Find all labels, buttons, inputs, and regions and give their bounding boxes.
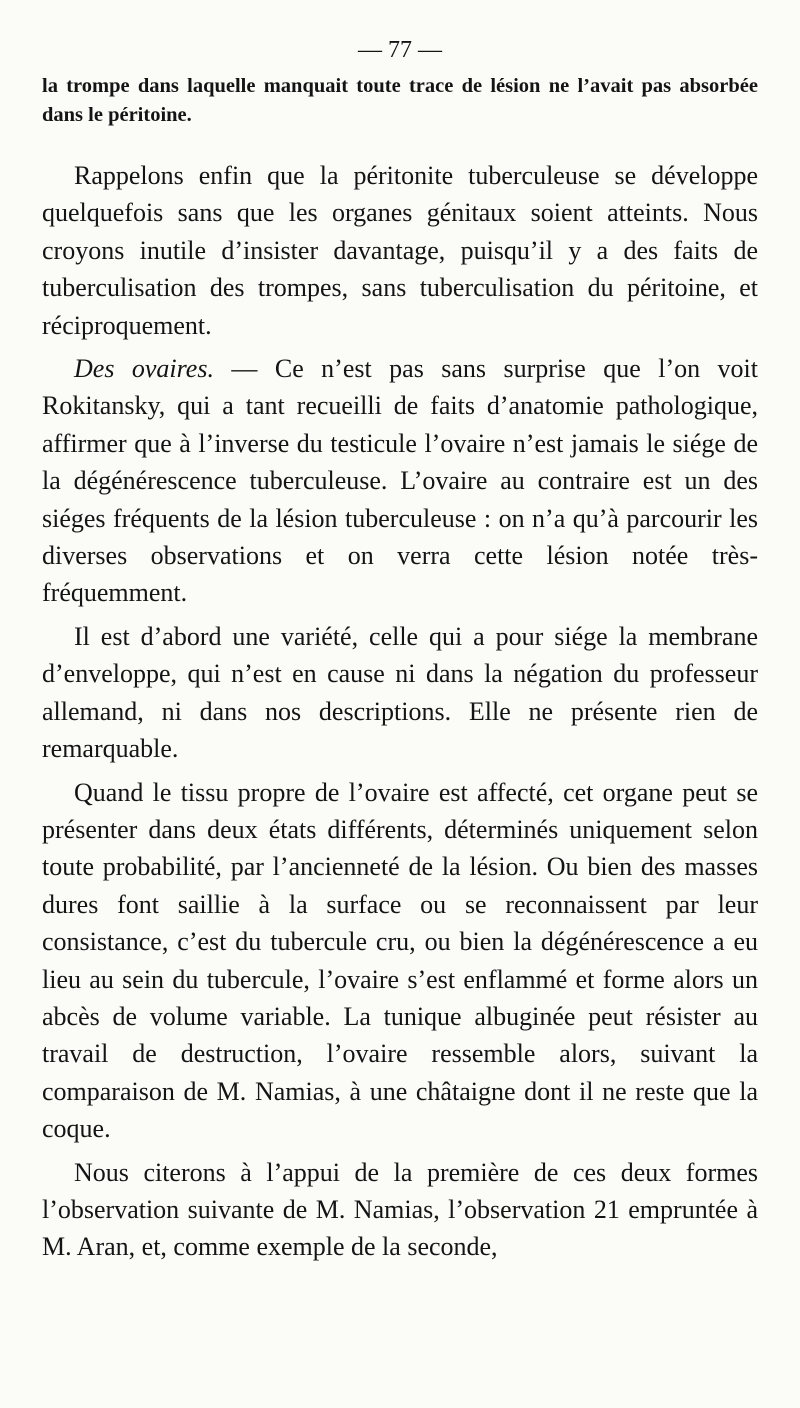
page-number: — 77 —	[358, 37, 442, 63]
paragraph-variete: Il est d’abord une variété, celle qui a pour siége la membrane d’enveloppe, qui n’est en cause ni dans la négation du professeur allemand, ni dans nos descriptions. Elle ne présente rien de remarquable.	[42, 621, 758, 764]
paragraph-citerons: Nous citerons à l’appui de la première de ces deux formes l’observation suivante de M. Namias, l’observation 21 empruntée à M. Aran, et, comme exemple de la seconde,	[42, 1157, 758, 1262]
paragraph-tissu-propre: Quand le tissu propre de l’ovaire est affecté, cet organe peut se présenter dans deux états différents, déterminés uniquement selon toute probabilité, par l’ancienneté de la lésion. Ou bien des masses dures font saillie à la surface ou se reconnaissent par leur consistance, c’est du tubercule cru, ou bien la dégénérescence a eu lieu au sein du tubercule, l’ovaire s’est enflammé et forme alors un abcès de volume variable. La tunique albuginée peut résister au travail de destruction, l’ovaire ressemble alors, suivant la comparaison de M. Namias, à une châtaigne dont il ne reste que la coque.	[42, 777, 758, 1144]
paragraph-continued: la trompe dans laquelle manquait toute trace de lésion ne l’avait pas absorbée dans le péritoine.	[42, 75, 758, 126]
paragraph-ovaires-text: — Ce n’est pas sans surprise que l’on voit Rokitansky, qui a tant recueilli de faits d’anatomie pathologique, affirmer que à l’inverse du testicule l’ovaire n’est jamais le siége de la dégénérescence tuberculeuse. L’ovaire au contraire est un des siéges fréquents de la lésion tuberculeuse : on n’a qu’à parcourir les diverses observations et on verra cette lésion notée très-fréquemment.	[42, 354, 759, 608]
paragraph-peritonite: Rappelons enfin que la péritonite tuberculeuse se développe quelquefois sans que les organes génitaux soient atteints. Nous croyons inutile d’insister davantage, puisqu’il y a des faits de tuberculisation des trompes, sans tuberculisation du péritoine, et réciproquement.	[42, 161, 758, 340]
paragraph-ovaires	[42, 350, 758, 612]
section-title: Des ovaires.	[74, 354, 214, 384]
